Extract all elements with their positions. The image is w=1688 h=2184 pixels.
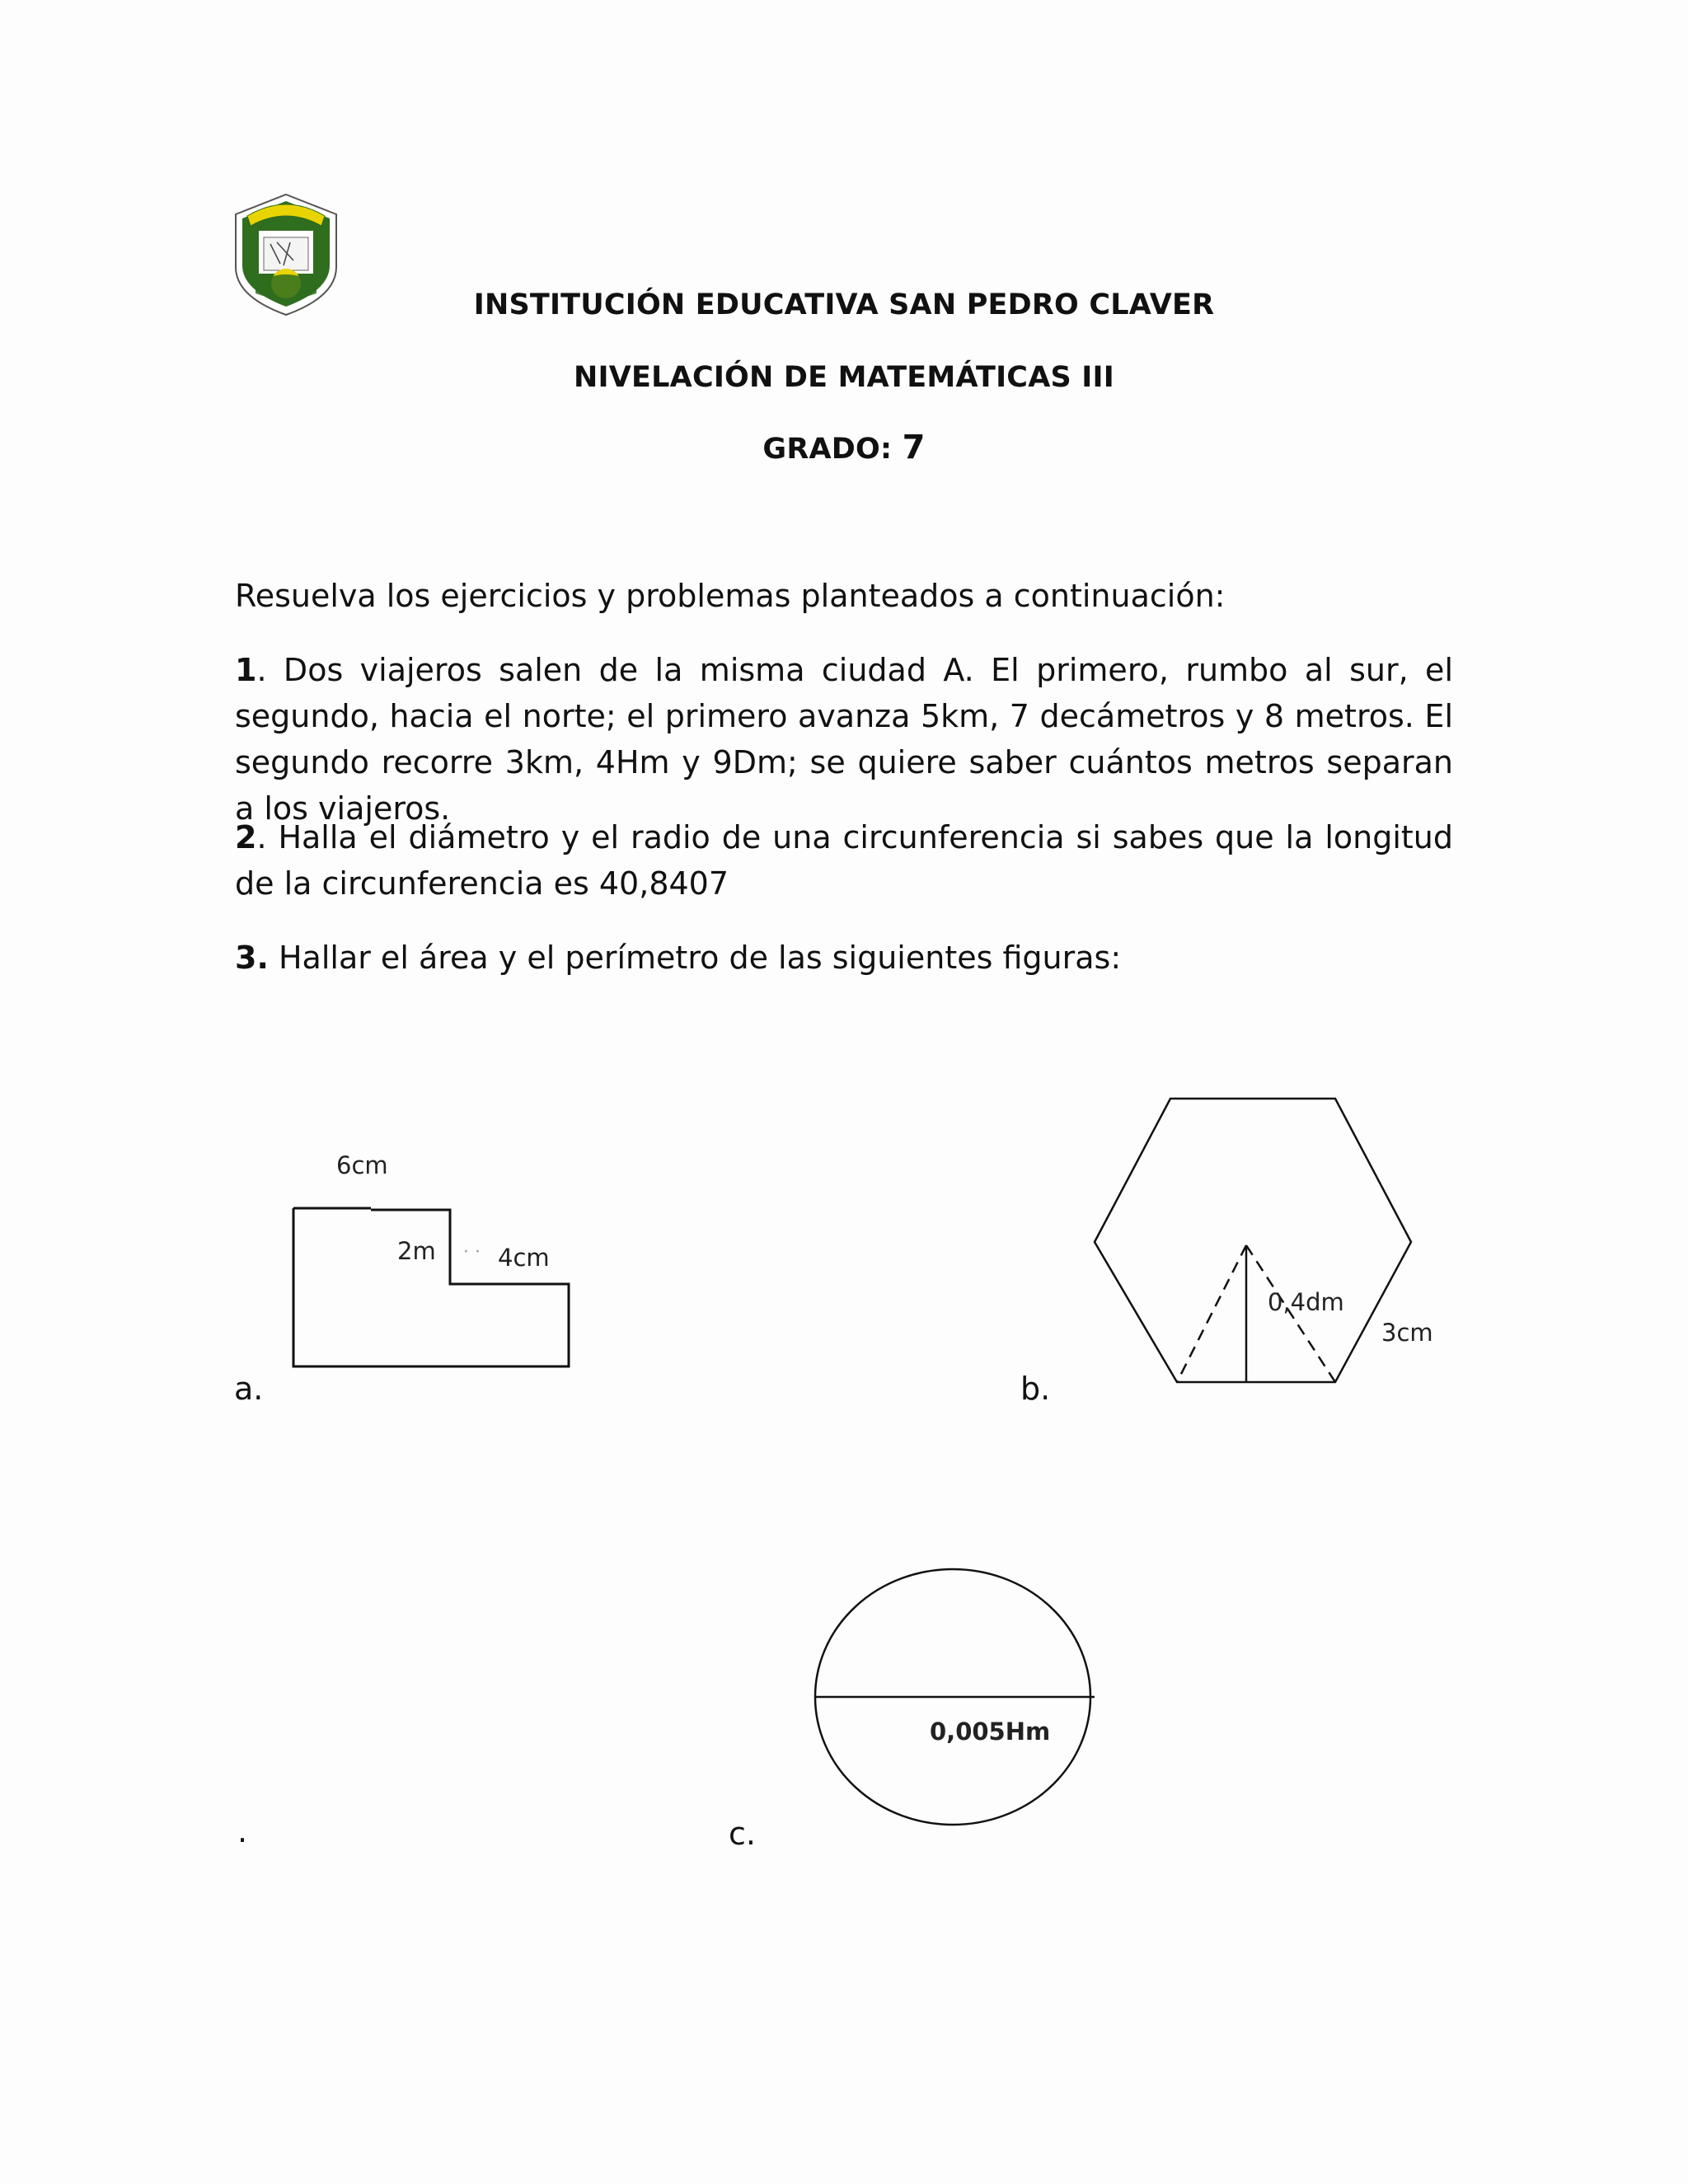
figure-c-circle: [808, 1562, 1104, 1834]
figure-a-step-height: 2m: [397, 1237, 436, 1265]
figure-a-l-shape: [280, 1137, 577, 1376]
instructions: Resuelva los ejercicios y problemas planteados a continuación:: [235, 578, 1226, 614]
subject-title: NIVELACIÓN DE MATEMÁTICAS III: [574, 361, 1114, 394]
problem-3: [235, 935, 1453, 981]
grade-line: [0, 429, 1688, 466]
problem-2-number: 2: [235, 819, 257, 855]
problem-3-text: Hallar el área y el perímetro de las siguientes figuras:: [268, 940, 1122, 976]
figure-c-dot: .: [237, 1813, 248, 1849]
grade-value: 7: [902, 429, 926, 466]
problem-1-text: . Dos viajeros salen de la misma ciudad A. El primero, rumbo al sur, el segundo, hacia el norte; el primero avanza 5km, 7 decámetros y 8 metros. El segundo recorre 3km, 4Hm y 9Dm; se quiere saber cuántos metros separan a los viajeros.: [235, 652, 1453, 827]
figure-b-label: b.: [1020, 1371, 1051, 1407]
problem-2: [235, 814, 1453, 907]
figure-b-side: 3cm: [1381, 1319, 1433, 1347]
grade-label: GRADO:: [762, 433, 893, 466]
problem-3-number: 3.: [235, 940, 269, 976]
figure-c-label: c.: [729, 1816, 756, 1852]
figure-a-dash: · ·: [463, 1242, 481, 1263]
figure-b-hexagon: [1080, 1092, 1459, 1405]
figure-a-top-width: 6cm: [336, 1151, 388, 1179]
problem-1: [235, 647, 1453, 832]
figure-a-step-width: 4cm: [498, 1244, 550, 1272]
problem-1-number: 1: [235, 652, 257, 688]
institution-title: INSTITUCIÓN EDUCATIVA SAN PEDRO CLAVER: [473, 288, 1215, 321]
figure-a-label: a.: [234, 1371, 264, 1407]
figure-c-diameter: 0,005Hm: [930, 1718, 1051, 1746]
figure-b-apothem: 0,4dm: [1268, 1288, 1344, 1316]
problem-2-text: . Halla el diámetro y el radio de una circunferencia si sabes que la longitud de la circunferencia es 40,8407: [235, 819, 1453, 902]
